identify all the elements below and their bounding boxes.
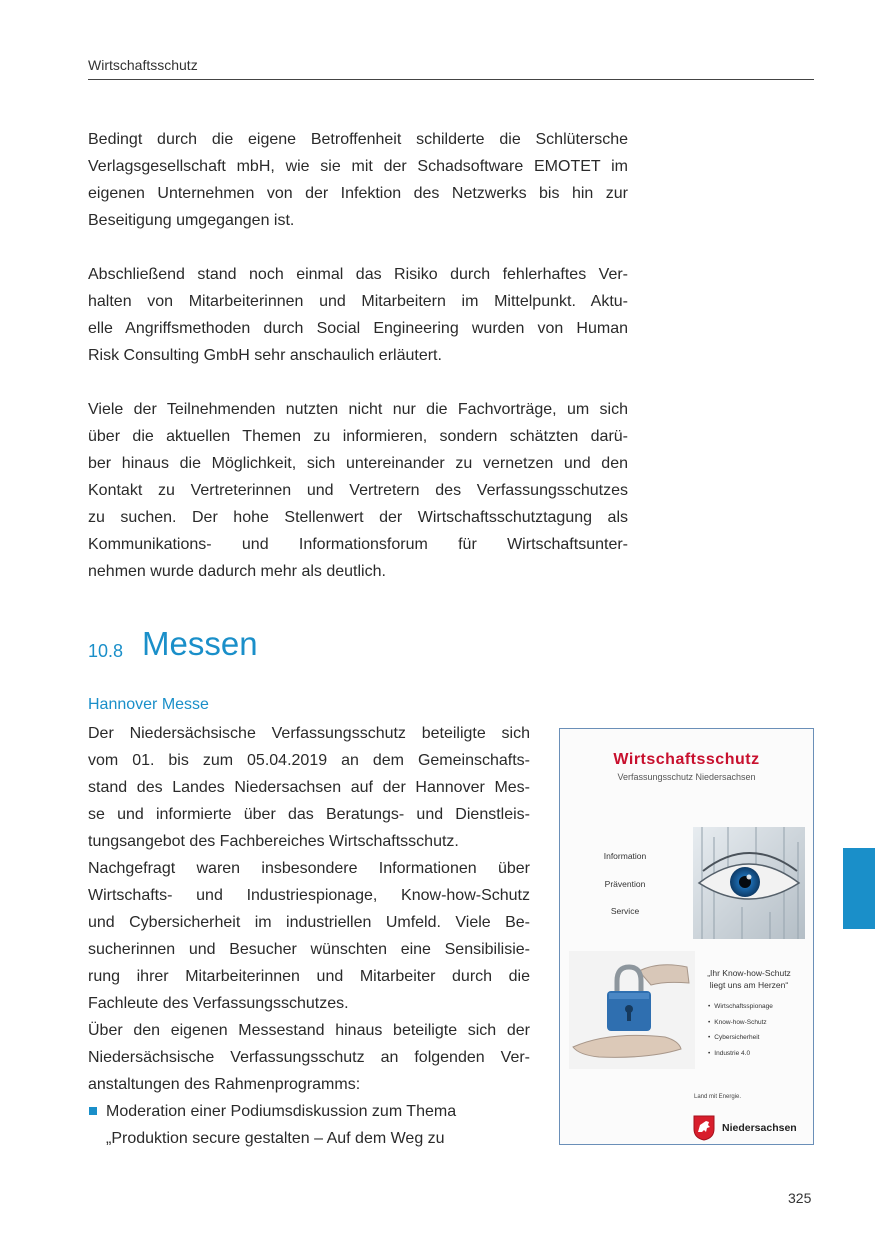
text-line: Kommunikations- und Informationsforum für Wirtschaftsunter-: [88, 536, 628, 553]
poster-bullet: • Cybersicherheit: [708, 1030, 773, 1046]
text-line: halten von Mitarbeiterinnen und Mitarbeitern im Mittelpunkt. Aktu-: [88, 293, 628, 310]
poster-bullet: • Industrie 4.0: [708, 1046, 773, 1062]
text-line: Verlagsgesellschaft mbH, wie sie mit der Schadsoftware EMOTET im: [88, 158, 628, 175]
subheading: Hannover Messe: [88, 696, 209, 713]
text-line: anstaltungen des Rahmenprogramms:: [88, 1076, 361, 1093]
text-line: eigenen Unternehmen von der Infektion des Netzwerks bis hin zur: [88, 185, 628, 202]
text-line: Der Niedersächsische Verfassungsschutz beteiligte sich: [88, 725, 530, 742]
poster-list-item: Service: [610, 906, 640, 916]
section-title: Messen: [142, 625, 258, 662]
poster-subtitle: Verfassungsschutz Niedersachsen: [617, 772, 756, 782]
text-line: und Cybersicherheit im industriellen Umfeld. Viele Be-: [88, 914, 530, 931]
text-line: Risk Consulting GmbH sehr anschaulich erläutert.: [88, 347, 442, 364]
text-line: Moderation einer Podiumsdiskussion zum Thema: [106, 1103, 457, 1120]
poster-image: [559, 728, 814, 1145]
text-line: Wirtschafts- und Industriespionage, Know-how-Schutz: [88, 887, 530, 904]
text-line: sucherinnen und Besucher wünschten eine Sensibilisie-: [88, 941, 530, 958]
paragraph-3: [88, 396, 628, 585]
running-header: Wirtschaftsschutz: [88, 57, 198, 73]
poster-list-item: Information: [603, 851, 647, 861]
poster-list-item: Prävention: [604, 878, 646, 889]
body-column: [88, 720, 530, 1152]
poster-bullet: • Wirtschaftsspionage: [708, 999, 773, 1015]
padlock-icon: [569, 951, 695, 1069]
paragraph-2: [88, 261, 628, 369]
text-line: Fachleute des Verfassungsschutzes.: [88, 995, 349, 1012]
text-line: rung ihrer Mitarbeiterinnen und Mitarbeiter durch die: [88, 968, 530, 985]
poster-slogan: Land mit Energie.: [694, 1094, 742, 1100]
text-line: Bedingt durch die eigene Betroffenheit schilderte die Schlütersche: [88, 131, 628, 148]
text-line: Über den eigenen Messestand hinaus beteiligte sich der: [88, 1022, 530, 1039]
header-divider: [88, 79, 814, 80]
poster-list: [590, 851, 660, 934]
page-number: 325: [788, 1190, 812, 1206]
text-line: Abschließend stand noch einmal das Risiko durch fehlerhaftes Ver-: [88, 266, 628, 283]
niedersachsen-crest-icon: [693, 1115, 715, 1141]
text-line: Viele der Teilnehmenden nutzten nicht nur die Fachvorträge, um sich: [88, 401, 628, 418]
chapter-tab-marker: [843, 848, 875, 929]
text-line: Niedersächsische Verfassungsschutz an folgenden Ver-: [88, 1049, 530, 1066]
text-line: Beseitigung umgegangen ist.: [88, 212, 295, 229]
poster-bullet-list: [708, 999, 773, 1061]
paragraph-1: [88, 126, 628, 234]
text-line: elle Angriffsmethoden durch Social Engineering wurden von Human: [88, 320, 628, 337]
poster-bullet: • Know-how-Schutz: [708, 1015, 773, 1031]
poster-quote-line: „Ihr Know-how-Schutz: [707, 968, 791, 978]
text-line: „Produktion secure gestalten – Auf dem Weg zu: [106, 1130, 445, 1147]
text-line: über die aktuellen Themen zu informieren, sondern schätzten darü-: [88, 428, 628, 445]
poster-brand: Niedersachsen: [722, 1122, 797, 1134]
text-line: Nachgefragt waren insbesondere Informationen über: [88, 860, 530, 877]
section-number: 10.8: [88, 641, 124, 661]
text-line: vom 01. bis zum 05.04.2019 an dem Gemeinschafts-: [88, 752, 530, 769]
text-line: Kontakt zu Vertreterinnen und Vertretern des Verfassungsschutzes: [88, 482, 628, 499]
text-line: ber hinaus die Möglichkeit, sich untereinander zu vernetzen und den: [88, 455, 628, 472]
text-line: zu suchen. Der hohe Stellenwert der Wirtschaftsschutztagung als: [88, 509, 628, 526]
eye-icon: [693, 827, 805, 939]
text-line: nehmen wurde dadurch mehr als deutlich.: [88, 563, 386, 580]
list-item: [88, 1098, 530, 1152]
text-line: tungsangebot des Fachbereiches Wirtschaftsschutz.: [88, 833, 459, 850]
text-line: stand des Landes Niedersachsen auf der Hannover Mes-: [88, 779, 530, 796]
bullet-square-icon: [89, 1107, 97, 1115]
text-line: se und informierte über das Beratungs- und Dienstleis-: [88, 806, 530, 823]
poster-quote: [690, 967, 808, 991]
poster-quote-line: liegt uns am Herzen“: [709, 980, 789, 990]
poster-title: Wirtschaftsschutz: [613, 751, 760, 768]
